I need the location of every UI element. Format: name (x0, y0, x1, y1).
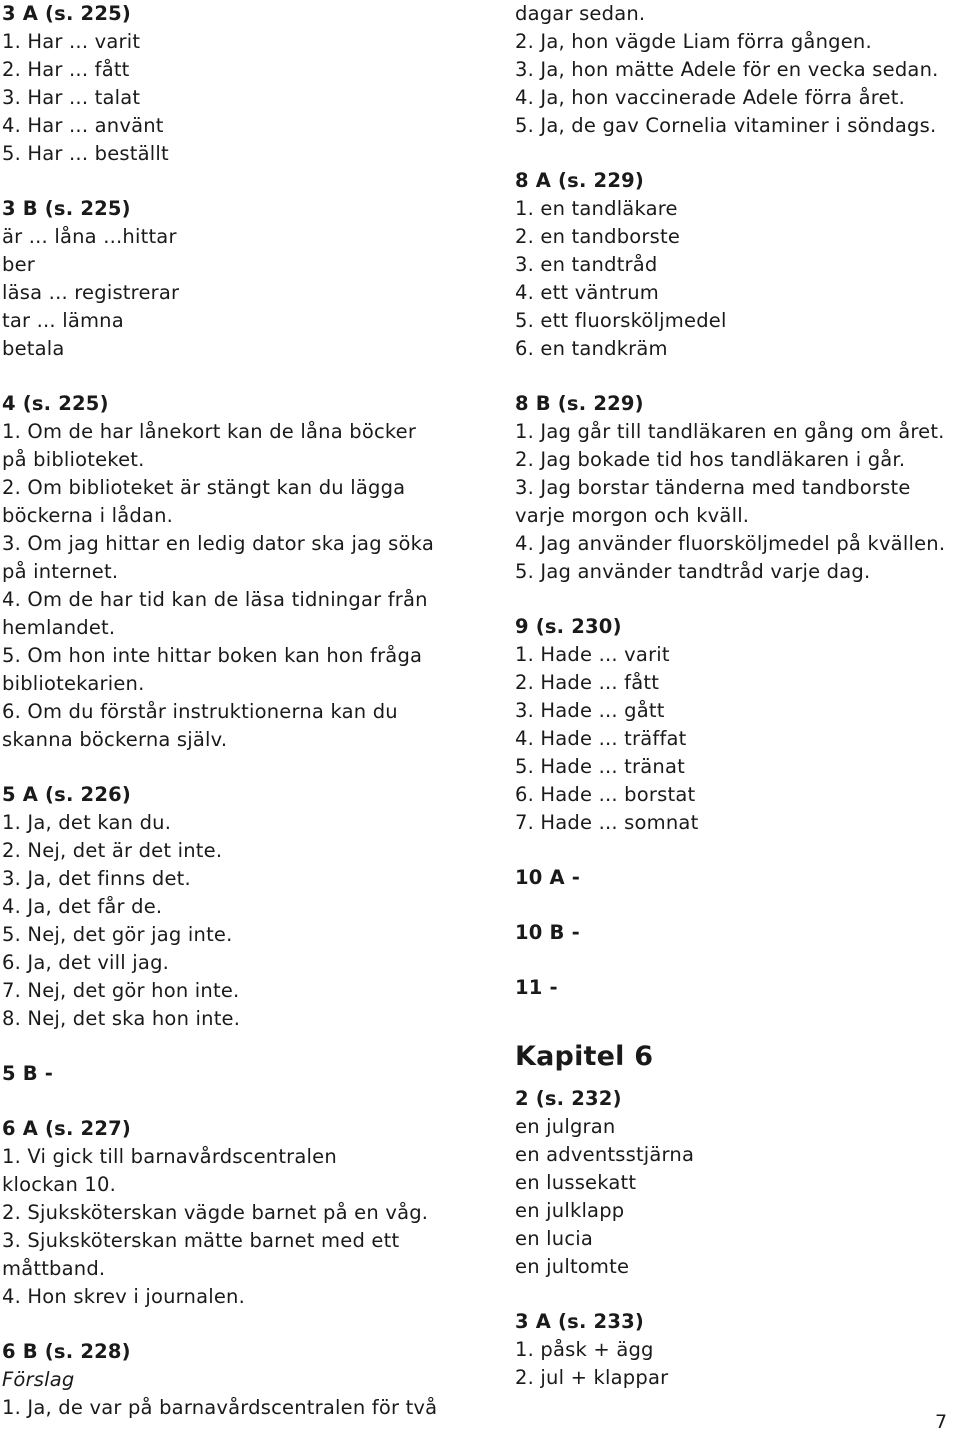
answer-line: 1. en tandläkare (515, 197, 678, 220)
page-number: 7 (935, 1411, 948, 1433)
answer-line: 6. Om du förstår instruktionerna kan du (2, 700, 398, 723)
exercise-heading: 3 A (s. 233) (515, 1310, 644, 1333)
answer-line: klockan 10. (2, 1173, 117, 1196)
answer-line: på internet. (2, 560, 119, 583)
left-column (2, 0, 472, 1422)
answer-line: skanna böckerna själv. (2, 728, 228, 751)
answer-line: 5. Jag använder tandtråd varje dag. (515, 560, 871, 583)
answer-line: 3. Om jag hittar en ledig dator ska jag söka (2, 532, 434, 555)
answer-line: 4. Har ... använt (2, 114, 164, 137)
answer-line: betala (2, 337, 65, 360)
exercise-heading: 10 B - (515, 921, 580, 944)
spacer (2, 754, 472, 781)
answer-line: 1. Om de har lånekort kan de låna böcker (2, 420, 417, 443)
exercise-heading: 6 A (s. 227) (2, 1117, 131, 1140)
answer-line: 3. Hade ... gått (515, 699, 665, 722)
answer-line: 1. Ja, de var på barnavårdscentralen för två (2, 1396, 438, 1419)
answer-line: 3. en tandtråd (515, 253, 658, 276)
answer-line: en adventsstjärna (515, 1143, 695, 1166)
answer-line: 1. Har ... varit (2, 30, 141, 53)
answer-line: 1. Vi gick till barnavårdscentralen (2, 1145, 337, 1168)
answer-line: 5. ett fluorsköljmedel (515, 309, 727, 332)
answer-line: 6. en tandkräm (515, 337, 668, 360)
answer-line: 2. Om biblioteket är stängt kan du lägga (2, 476, 406, 499)
exercise-heading: 3 B (s. 225) (2, 197, 131, 220)
chapter-heading: Kapitel 6 (515, 1041, 654, 1072)
answer-line: 4. Ja, hon vaccinerade Adele förra året. (515, 86, 905, 109)
answer-line: 1. Hade ... varit (515, 643, 670, 666)
answer-line: en lussekatt (515, 1171, 637, 1194)
spacer (515, 586, 955, 613)
answer-line: en julgran (515, 1115, 616, 1138)
answer-line: böckerna i lådan. (2, 504, 174, 527)
answer-line: 2. Har ... fått (2, 58, 130, 81)
answer-line: är ... låna ...hittar (2, 225, 177, 248)
answer-line: 4. Ja, det får de. (2, 895, 163, 918)
answer-line: 2. jul + klappar (515, 1366, 669, 1389)
answer-line: måttband. (2, 1257, 106, 1280)
spacer (515, 1002, 955, 1029)
italic-note: Förslag (2, 1368, 75, 1391)
answer-line: 2. Jag bokade tid hos tandläkaren i går. (515, 448, 906, 471)
answer-line: 7. Nej, det gör hon inte. (2, 979, 240, 1002)
answer-line: 3. Har ... talat (2, 86, 141, 109)
spacer (2, 168, 472, 195)
answer-line: 4. ett väntrum (515, 281, 659, 304)
exercise-heading: 5 B - (2, 1062, 54, 1085)
spacer (2, 1311, 472, 1338)
exercise-heading: 8 B (s. 229) (515, 392, 644, 415)
spacer (515, 947, 955, 974)
answer-line: varje morgon och kväll. (515, 504, 750, 527)
spacer (515, 363, 955, 390)
answer-line: 5. Nej, det gör jag inte. (2, 923, 233, 946)
spacer (515, 140, 955, 167)
answer-line: 5. Har ... beställt (2, 142, 169, 165)
answer-line: 3. Ja, hon mätte Adele för en vecka sedan. (515, 58, 939, 81)
answer-line: 2. Sjuksköterskan vägde barnet på en våg. (2, 1201, 429, 1224)
spacer (515, 892, 955, 919)
answer-line: 4. Jag använder fluorsköljmedel på kvällen. (515, 532, 946, 555)
answer-line: 2. en tandborste (515, 225, 681, 248)
answer-line: en lucia (515, 1227, 594, 1250)
spacer (2, 1033, 472, 1060)
answer-line: 1. Ja, det kan du. (2, 811, 172, 834)
answer-line: 3. Sjuksköterskan mätte barnet med ett (2, 1229, 400, 1252)
exercise-heading: 5 A (s. 226) (2, 783, 131, 806)
spacer (2, 1088, 472, 1115)
spacer (515, 1281, 955, 1308)
answer-line: 2. Hade ... fått (515, 671, 660, 694)
answer-line: 5. Om hon inte hittar boken kan hon fråga (2, 644, 423, 667)
answer-line: 1. påsk + ägg (515, 1338, 654, 1361)
exercise-heading: 6 B (s. 228) (2, 1340, 131, 1363)
answer-line: dagar sedan. (515, 2, 646, 25)
answer-line: hemlandet. (2, 616, 116, 639)
answer-line: 4. Hade ... träffat (515, 727, 687, 750)
answer-line: 1. Jag går till tandläkaren en gång om året. (515, 420, 945, 443)
answer-line: 5. Hade ... tränat (515, 755, 685, 778)
answer-line: bibliotekarien. (2, 672, 145, 695)
exercise-heading: 11 - (515, 976, 558, 999)
right-column (515, 0, 955, 1392)
answer-line: 6. Ja, det vill jag. (2, 951, 170, 974)
answer-line: 2. Ja, hon vägde Liam förra gången. (515, 30, 872, 53)
answer-line: en julklapp (515, 1199, 625, 1222)
answer-line: 4. Om de har tid kan de läsa tidningar från (2, 588, 428, 611)
exercise-heading: 9 (s. 230) (515, 615, 622, 638)
answer-line: 8. Nej, det ska hon inte. (2, 1007, 241, 1030)
answer-line: på biblioteket. (2, 448, 145, 471)
answer-line: 5. Ja, de gav Cornelia vitaminer i söndags. (515, 114, 937, 137)
answer-line: 3. Ja, det finns det. (2, 867, 191, 890)
answer-line: 3. Jag borstar tänderna med tandborste (515, 476, 911, 499)
answer-line: 4. Hon skrev i journalen. (2, 1285, 246, 1308)
spacer (2, 363, 472, 390)
exercise-heading: 10 A - (515, 866, 581, 889)
answer-line: ber (2, 253, 35, 276)
answer-line: 6. Hade ... borstat (515, 783, 696, 806)
spacer (515, 837, 955, 864)
exercise-heading: 3 A (s. 225) (2, 2, 131, 25)
exercise-heading: 4 (s. 225) (2, 392, 109, 415)
answer-line: tar ... lämna (2, 309, 124, 332)
answer-line: läsa ... registrerar (2, 281, 180, 304)
answer-line: en jultomte (515, 1255, 630, 1278)
answer-line: 2. Nej, det är det inte. (2, 839, 223, 862)
exercise-heading: 2 (s. 232) (515, 1087, 622, 1110)
answer-line: 7. Hade ... somnat (515, 811, 699, 834)
exercise-heading: 8 A (s. 229) (515, 169, 644, 192)
